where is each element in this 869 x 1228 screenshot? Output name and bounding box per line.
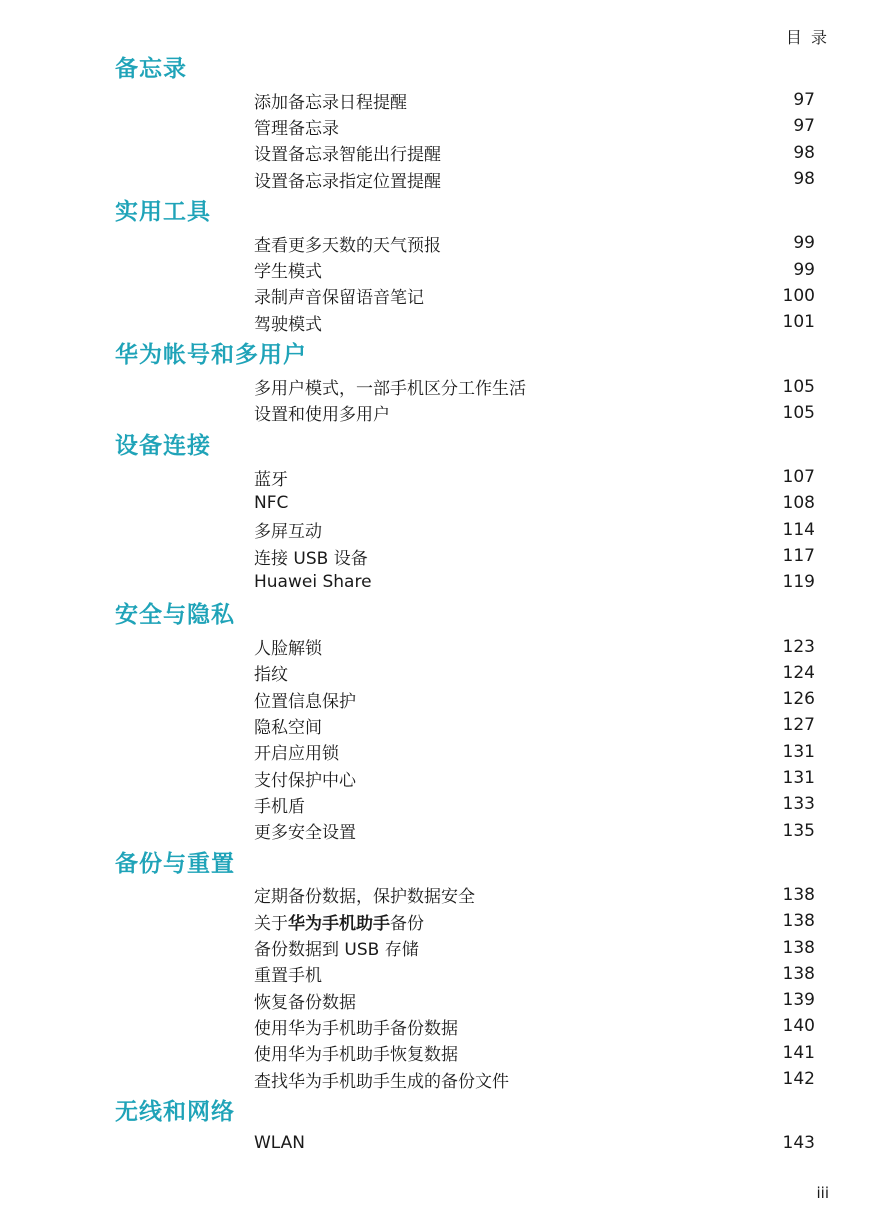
entry-title: WLAN	[254, 1133, 306, 1154]
toc-entry[interactable]	[254, 739, 815, 765]
entry-page-number: 131	[782, 741, 815, 762]
entry-title: 多用户模式，一部手机区分工作生活	[254, 379, 526, 400]
toc-entry[interactable]	[254, 882, 815, 908]
entry-page-number: 142	[782, 1069, 815, 1090]
toc-section	[115, 198, 815, 335]
toc-entry[interactable]	[254, 934, 815, 960]
entry-page-number: 97	[793, 116, 815, 137]
toc-section	[115, 432, 815, 595]
toc-entry[interactable]	[254, 569, 815, 595]
section-title[interactable]: 备份与重置	[115, 850, 235, 877]
toc-entry[interactable]	[254, 490, 815, 516]
entry-page-number: 138	[782, 911, 815, 932]
toc-entry[interactable]	[254, 686, 815, 712]
toc-entry[interactable]	[254, 256, 815, 282]
entry-page-number: 141	[782, 1042, 815, 1063]
entry-page-number: 133	[782, 794, 815, 815]
entry-page-number: 99	[793, 259, 815, 280]
entry-title: 设置备忘录指定位置提醒	[254, 171, 441, 192]
entry-page-number: 105	[782, 402, 815, 423]
entry-title: 连接 USB 设备	[254, 548, 368, 569]
entry-title: 查看更多天数的天气预报	[254, 235, 441, 256]
toc-entry[interactable]	[254, 309, 815, 335]
entry-title: 学生模式	[254, 262, 322, 283]
toc-entry[interactable]	[254, 987, 815, 1013]
entry-title: 驾驶模式	[254, 314, 322, 335]
entry-page-number: 98	[793, 169, 815, 190]
entry-title: 隐私空间	[254, 717, 322, 738]
entry-title-suffix: 备份	[390, 913, 424, 934]
entry-page-number: 138	[782, 937, 815, 958]
header-title: 目 录	[785, 28, 829, 47]
toc-entry[interactable]	[254, 633, 815, 659]
entry-page-number: 140	[782, 1016, 815, 1037]
toc-entry[interactable]	[254, 517, 815, 543]
entry-page-number: 131	[782, 768, 815, 789]
page-number: iii	[816, 1184, 829, 1202]
section-title[interactable]: 安全与隐私	[115, 602, 235, 629]
toc-entry[interactable]	[254, 765, 815, 791]
entry-title: 手机盾	[254, 796, 305, 817]
toc-section	[115, 850, 815, 1092]
table-of-contents	[115, 55, 815, 1163]
entry-title: 添加备忘录日程提醒	[254, 92, 407, 113]
entry-page-number: 97	[793, 90, 815, 111]
entry-page-number: 99	[793, 233, 815, 254]
entry-title: 使用华为手机助手备份数据	[254, 1018, 458, 1039]
entry-page-number: 101	[782, 312, 815, 333]
entry-title: 支付保护中心	[254, 770, 356, 791]
entry-title: 录制声音保留语音笔记	[254, 288, 424, 309]
entry-page-number: 138	[782, 963, 815, 984]
entry-title: NFC	[254, 493, 289, 514]
entry-page-number: 114	[782, 519, 815, 540]
entry-page-number: 119	[782, 572, 815, 593]
toc-entry[interactable]	[254, 961, 815, 987]
entry-title: 人脸解锁	[254, 639, 322, 660]
entry-title: 管理备忘录	[254, 118, 339, 139]
entry-page-number: 139	[782, 990, 815, 1011]
toc-entry[interactable]	[254, 818, 815, 844]
entry-page-number: 123	[782, 636, 815, 657]
entry-page-number: 124	[782, 662, 815, 683]
entry-page-number: 143	[782, 1133, 815, 1154]
toc-section	[115, 601, 815, 843]
entry-title: 开启应用锁	[254, 744, 339, 765]
section-title[interactable]: 实用工具	[115, 199, 211, 226]
section-title[interactable]: 华为帐号和多用户	[115, 342, 307, 369]
entry-page-number: 127	[782, 715, 815, 736]
toc-entry[interactable]	[254, 1013, 815, 1039]
entry-title: 备份数据到 USB 存储	[254, 940, 419, 961]
entry-title: 恢复备份数据	[254, 992, 356, 1013]
entry-title	[254, 909, 424, 934]
entry-title-prefix: 关于	[254, 913, 288, 934]
toc-entry[interactable]	[254, 543, 815, 569]
toc-entry[interactable]	[254, 283, 815, 309]
toc-section	[115, 1098, 815, 1156]
entry-title: 设置和使用多用户	[254, 405, 390, 426]
toc-entry[interactable]	[254, 400, 815, 426]
toc-entry[interactable]	[254, 140, 815, 166]
entry-page-number: 138	[782, 884, 815, 905]
entry-page-number: 108	[782, 493, 815, 514]
toc-entry[interactable]	[254, 1130, 815, 1156]
toc-entry[interactable]	[254, 712, 815, 738]
toc-section	[115, 341, 815, 426]
toc-entry[interactable]	[254, 87, 815, 113]
entry-title: 指纹	[254, 665, 288, 686]
toc-entry[interactable]	[254, 1066, 815, 1092]
entry-title: Huawei Share	[254, 572, 372, 593]
toc-entry[interactable]	[254, 230, 815, 256]
entry-page-number: 105	[782, 376, 815, 397]
section-title[interactable]: 无线和网络	[115, 1099, 235, 1126]
entry-page-number: 98	[793, 142, 815, 163]
toc-entry[interactable]	[254, 660, 815, 686]
toc-entry[interactable]	[254, 113, 815, 139]
entry-page-number: 107	[782, 467, 815, 488]
entry-title: 设置备忘录智能出行提醒	[254, 145, 441, 166]
toc-section	[115, 55, 815, 192]
entry-title: 更多安全设置	[254, 823, 356, 844]
entry-title: 查找华为手机助手生成的备份文件	[254, 1071, 509, 1092]
toc-entry[interactable]	[254, 464, 815, 490]
entry-title: 定期备份数据，保护数据安全	[254, 887, 475, 908]
section-title[interactable]: 设备连接	[115, 432, 211, 459]
toc-entry[interactable]	[254, 166, 815, 192]
entry-page-number: 117	[782, 546, 815, 566]
entry-title: 多屏互动	[254, 522, 322, 543]
entry-title: 位置信息保护	[254, 691, 356, 712]
toc-entry[interactable]	[254, 908, 815, 934]
toc-entry[interactable]	[254, 373, 815, 399]
toc-entry[interactable]	[254, 1040, 815, 1066]
entry-page-number: 135	[782, 820, 815, 841]
entry-page-number: 100	[782, 285, 815, 306]
entry-title: 蓝牙	[254, 469, 288, 490]
entry-title: 重置手机	[254, 966, 322, 987]
entry-title-bold: 华为手机助手	[288, 913, 390, 934]
toc-entry[interactable]	[254, 791, 815, 817]
section-title[interactable]: 备忘录	[115, 56, 187, 82]
entry-page-number: 126	[782, 689, 815, 710]
entry-title: 使用华为手机助手恢复数据	[254, 1045, 458, 1066]
